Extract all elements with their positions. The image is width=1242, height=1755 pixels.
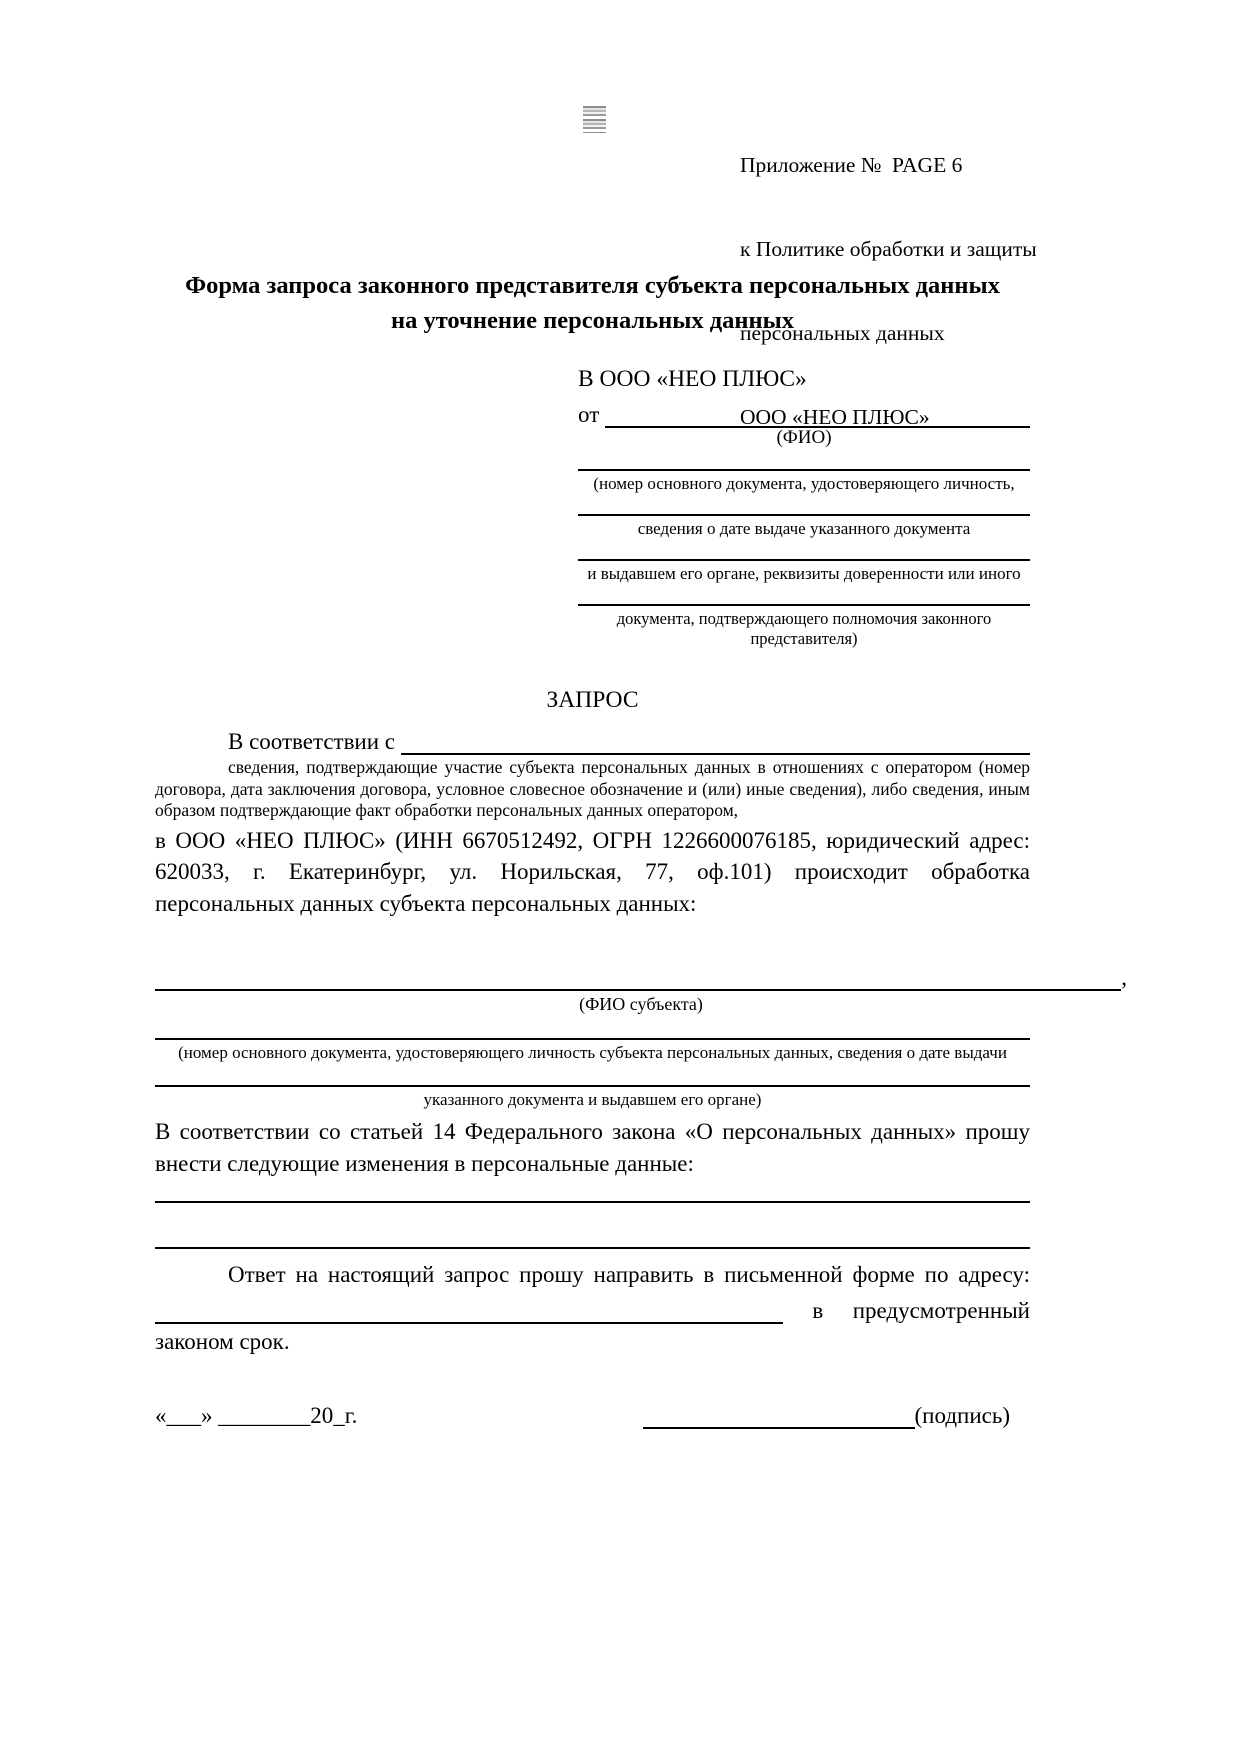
form-title-line1: Форма запроса законного представителя субъекта персональных данных (185, 272, 1000, 299)
representative-doc-field-2 (578, 494, 1030, 539)
basis-label: В соответствии с (228, 729, 401, 754)
subject-doc-field-1 (155, 1014, 1030, 1063)
blank-line (578, 539, 1030, 561)
representative-doc-field-3 (578, 539, 1030, 584)
subject-fio-block (155, 967, 1127, 1014)
appendix-company-line: ООО «НЕО ПЛЮС» (740, 405, 930, 429)
field-caption: (номер основного документа, удостоверяющего личность, (593, 474, 1015, 493)
reply-word-v: в (812, 1298, 824, 1323)
representative-doc-field-4 (578, 584, 1030, 649)
changes-blank-line-1 (155, 1201, 1030, 1203)
appendix-policy-line: к Политике обработки и защиты (740, 237, 1037, 261)
reply-address-field (155, 1292, 1030, 1324)
field-caption: документа, подтверждающего полномочия законного представителя) (616, 609, 992, 648)
reply-paragraph-line1: Ответ на настоящий запрос прошу направить в письменной форме по адресу: (228, 1262, 1030, 1287)
date-field: «___» ________20_г. (155, 1403, 358, 1428)
representative-doc-field-1 (578, 449, 1030, 494)
basis-field (155, 723, 1030, 755)
field-caption: указанного документа и выдавшем его органе) (423, 1090, 762, 1109)
signature-field (643, 1403, 1010, 1429)
form-title-line2: на уточнение персональных данных (390, 307, 794, 334)
reply-word-predusmotrenny: предусмотренный (852, 1298, 1030, 1323)
appendix-policy-line2: персональных данных (740, 321, 945, 345)
form-title (155, 268, 1030, 338)
field-caption: (номер основного документа, удостоверяющего личность субъекта персональных данных, сведения о дате выдачи (178, 1043, 1007, 1062)
blank-line (155, 1063, 1030, 1087)
basis-footnote: сведения, подтверждающие участие субъекта персональных данных в отношениях с оператором (номер договора, дата заключения договора, условное словесное обозначение и (или) иные сведения), либо сведения, иным образом подтверждающие факт обработки персональных данных оператором, (155, 757, 1030, 820)
blank-line (578, 584, 1030, 606)
from-field (578, 398, 1030, 428)
changes-blank-line-2 (155, 1247, 1030, 1249)
blank-line (578, 494, 1030, 516)
from-label: от (578, 402, 605, 427)
signature-blank-line (643, 1403, 915, 1429)
basis-blank-line (401, 753, 1030, 755)
document-body (155, 268, 1127, 1429)
field-caption: сведения о дате выдаче указанного документа (637, 519, 971, 538)
blurred-text-artifact-icon (583, 106, 606, 133)
law-paragraph: В соответствии со статьей 14 Федерального закона «О персональных данных» прошу внести следующие изменения в персональные данные: (155, 1119, 1030, 1176)
subject-line-comma: , (1121, 965, 1127, 990)
blank-line (578, 449, 1030, 471)
appendix-number-line: Приложение № PAGE 6 (740, 153, 963, 177)
addressee-block (578, 364, 1030, 649)
subject-fio-caption: (ФИО субъекта) (579, 994, 703, 1014)
subject-doc-field-2 (155, 1063, 1030, 1110)
fio-caption: (ФИО) (776, 427, 832, 448)
operator-paragraph: в ООО «НЕО ПЛЮС» (ИНН 6670512492, ОГРН 1226600076185, юридический адрес: 620033, г. Екатеринбург, ул. Норильская, 77, оф.101) происходит обработка персональных данных субъекта персональных данных: (155, 827, 1030, 916)
signature-caption: (подпись) (914, 1403, 1010, 1428)
signature-row (155, 1399, 1030, 1429)
subject-fio-field (155, 967, 1127, 991)
request-heading: ЗАПРОС (546, 687, 639, 713)
addressee-to: В ООО «НЕО ПЛЮС» (578, 366, 807, 392)
reply-address-blank-line (155, 1292, 783, 1324)
field-caption: и выдавшем его органе, реквизиты доверенности или иного (587, 564, 1021, 583)
blank-line (155, 1014, 1030, 1040)
reply-paragraph-line3: законом срок. (155, 1329, 290, 1354)
subject-fio-blank-line (155, 989, 1121, 991)
